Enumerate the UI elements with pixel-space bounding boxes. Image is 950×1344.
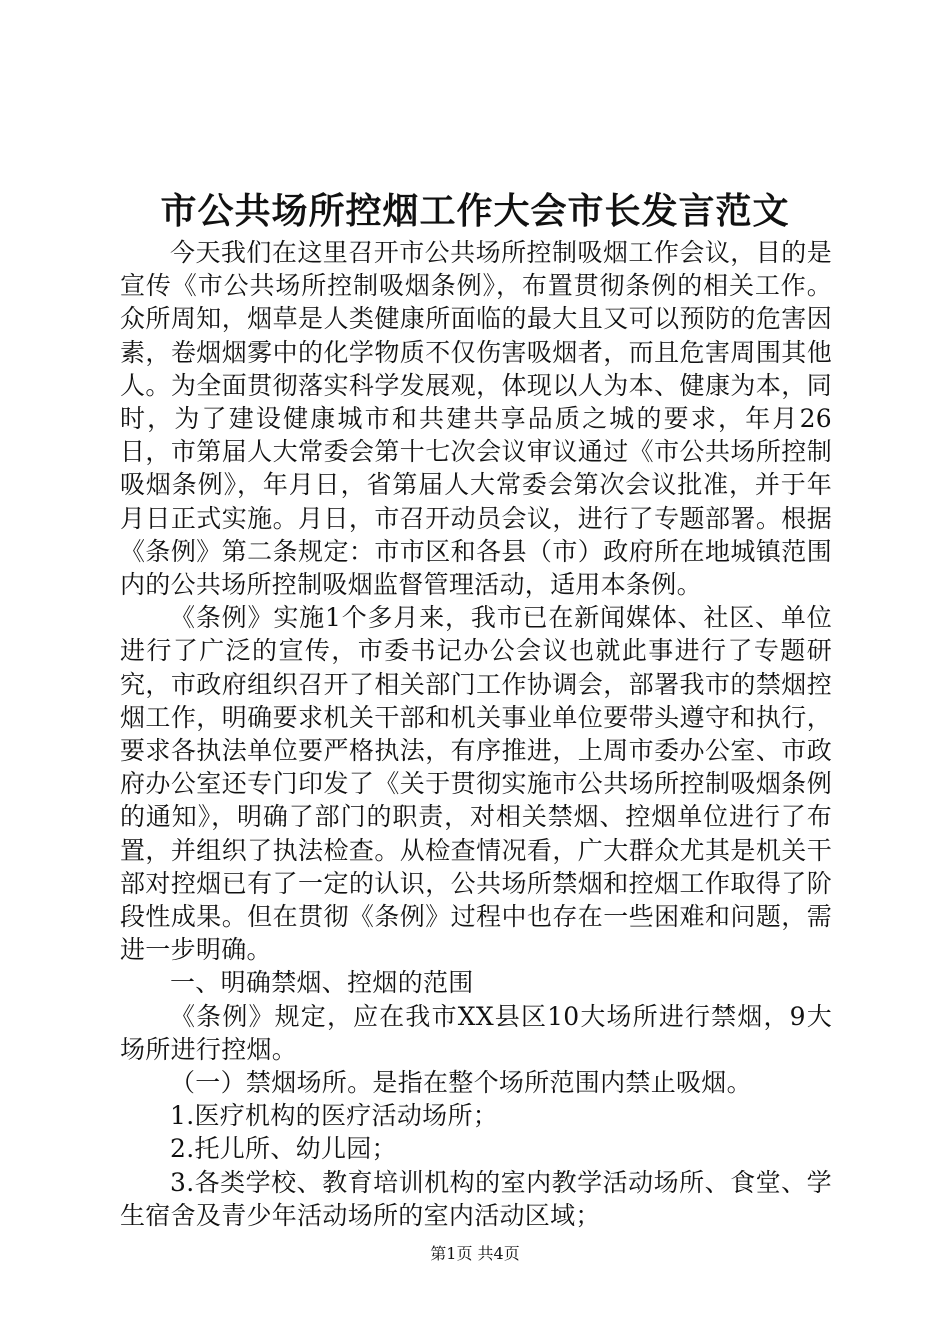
document-body (120, 236, 832, 1232)
page-footer: 第1页 共4页 (430, 1244, 520, 1263)
section-heading-scope: 一、明确禁烟、控烟的范围 (170, 968, 474, 998)
document-title: 市公共场所控烟工作大会市长发言范文 (160, 190, 790, 232)
paragraph-implementation: 《条例》实施1个多月来，我市已在新闻媒体、社区、单位进行了广泛的宣传，市委书记办公会议也就此事进行了专题研究，市政府组织召开了相关部门工作协调会，部署我市的禁烟控烟工作，明确要求机关干部和机关事业单位要带头遵守和执行，要求各执法单位要严格执法，有序推进，上周市委办公室、市政府办公室还专门印发了《关于贯彻实施市公共场所控制吸烟条例的通知》，明确了部门的职责，对相关禁烟、控烟单位进行了布置，并组织了执法检查。从检查情况看，广大群众尤其是机关干部对控烟已有了一定的认识，公共场所禁烟和控烟工作取得了阶段性成果。但在贯彻《条例》过程中也存在一些困难和问题，需进一步明确。 (120, 603, 832, 965)
paragraph-intro: 今天我们在这里召开市公共场所控制吸烟工作会议，目的是宣传《市公共场所控制吸烟条例》，布置贯彻条例的相关工作。众所周知，烟草是人类健康所面临的最大且又可以预防的危害因素，卷烟烟雾中的化学物质不仅伤害吸烟者，而且危害周围其他人。为全面贯彻落实科学发展观，体现以人为本、健康为本，同时，为了建设健康城市和共建共享品质之城的要求，年月26日，市第届人大常委会第十七次会议审议通过《市公共场所控制吸烟条例》，年月日，省第届人大常委会第次会议批准，并于年月日正式实施。月日，市召开动员会议，进行了专题部署。根据《条例》第二条规定：市市区和各县（市）政府所在地城镇范围内的公共场所控制吸烟监督管理活动，适用本条例。 (120, 238, 832, 600)
list-item-kindergarten: 2.托儿所、幼儿园； (170, 1134, 397, 1164)
list-item-medical: 1.医疗机构的医疗活动场所； (170, 1101, 499, 1131)
list-item-schools: 3.各类学校、教育培训机构的室内教学活动场所、食堂、学生宿舍及青少年活动场所的室内活动区域； (120, 1167, 832, 1230)
subsection-heading-no-smoking-places: （一）禁烟场所。是指在整个场所范围内禁止吸烟。 (170, 1068, 752, 1098)
paragraph-regulation-scope: 《条例》规定，应在我市XX县区10大场所进行禁烟，9大场所进行控烟。 (120, 1001, 832, 1064)
